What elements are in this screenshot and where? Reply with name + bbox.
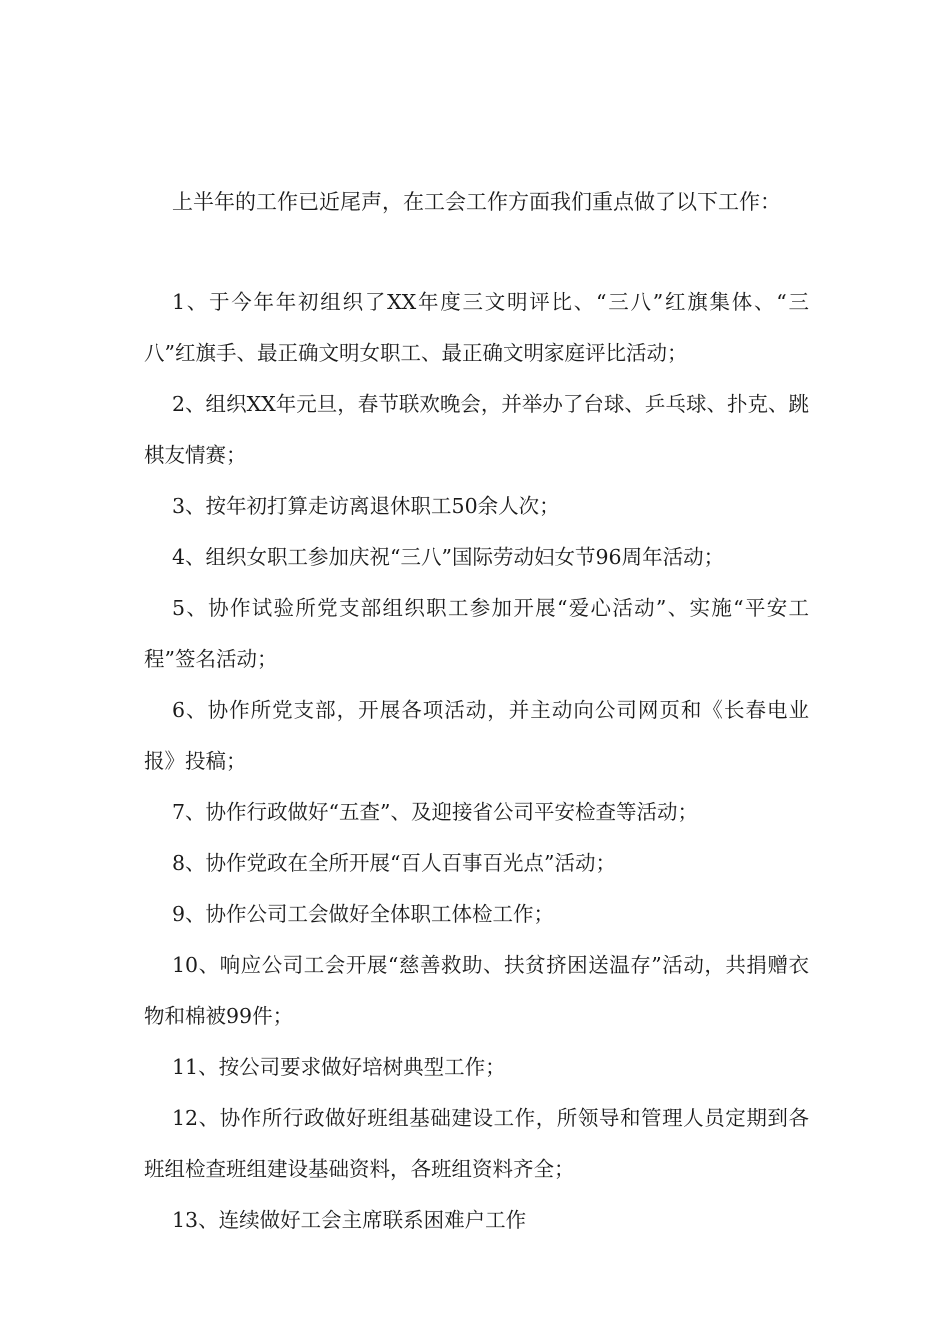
list-item-8: 8、协作党政在全所开展“百人百事百光点”活动； [172, 851, 617, 875]
list-item-4: 4、组织女职工参加庆祝“三八”国际劳动妇女节96周年活动； [172, 545, 725, 569]
list-item-3: 3、按年初打算走访离退休职工50余人次； [172, 494, 560, 518]
list-item-11: 11、按公司要求做好培树典型工作； [172, 1055, 506, 1079]
list-item-7: 7、协作行政做好“五查”、及迎接省公司平安检查等活动； [172, 800, 699, 824]
intro-paragraph: 上半年的工作已近尾声，在工会工作方面我们重点做了以下工作： [172, 190, 781, 214]
list-item-1: 1、于今年年初组织了XX年度三文明评比、“三八”红旗集体、“三八”红旗手、最正确文明女职工、最正确文明家庭评比活动； [144, 290, 809, 365]
document-body [144, 178, 809, 1246]
list-item-10: 10、响应公司工会开展“慈善救助、扶贫挤困送温存”活动，共捐赠衣物和棉被99件； [144, 953, 809, 1028]
list-item-2: 2、组织XX年元旦，春节联欢晚会，并举办了台球、乒乓球、扑克、跳棋友情赛； [144, 392, 809, 467]
list-item-9: 9、协作公司工会做好全体职工体检工作； [172, 902, 555, 926]
list-item-5: 5、协作试验所党支部组织职工参加开展“爱心活动”、实施“平安工程”签名活动； [144, 596, 809, 671]
list-item-6: 6、协作所党支部，开展各项活动，并主动向公司网页和《长春电业报》投稿； [144, 698, 809, 773]
list-item-13: 13、连续做好工会主席联系困难户工作 [172, 1208, 527, 1232]
list-item-12: 12、协作所行政做好班组基础建设工作，所领导和管理人员定期到各班组检查班组建设基础资料，各班组资料齐全； [144, 1106, 809, 1181]
